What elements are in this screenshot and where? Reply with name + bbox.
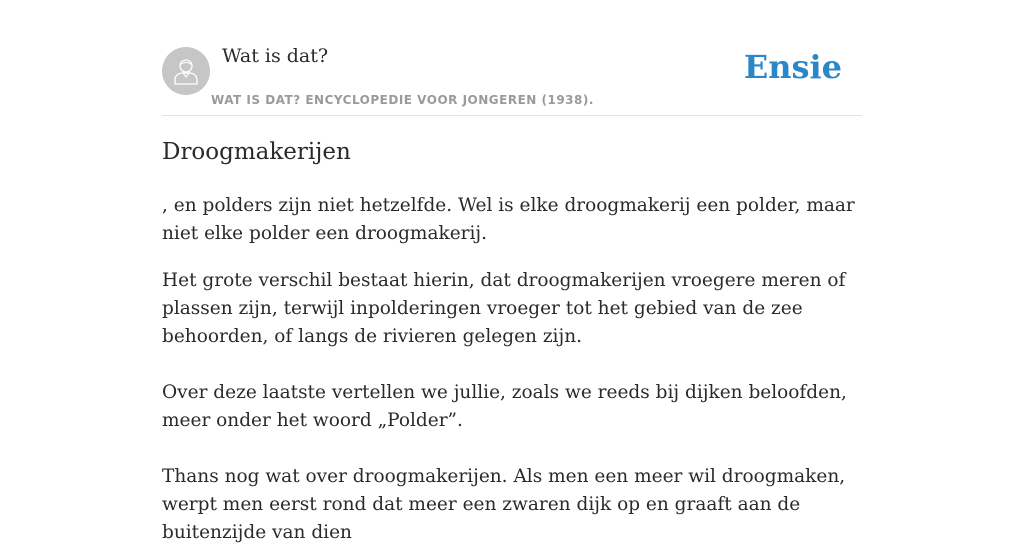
article-paragraph: Over deze laatste vertellen we jullie, zoals we reeds bij dijken beloofden, meer onder het woord „Polder”.	[162, 382, 847, 431]
article-paragraph: Het grote verschil bestaat hierin, dat droogmakerijen vroegere meren of plassen zijn, terwijl inpolderingen vroeger tot het gebied van de zee behoorden, of langs de rivieren gelegen zijn.	[162, 270, 846, 347]
header	[162, 0, 862, 116]
article-paragraph: Thans nog wat over droogmakerijen. Als men een meer wil droogmaken, werpt men eerst rond dat meer een zwaren dijk op en graaft aan de buitenzijde van dien	[162, 466, 846, 543]
header-title[interactable]: Wat is dat?	[222, 45, 329, 67]
avatar[interactable]	[162, 47, 210, 95]
article-title: Droogmakerijen	[162, 139, 351, 165]
user-icon	[171, 56, 201, 86]
content-column	[162, 0, 862, 543]
source-label[interactable]: WAT IS DAT? ENCYCLOPEDIE VOOR JONGEREN (1938).	[211, 93, 594, 107]
article-paragraph: , en polders zijn niet hetzelfde. Wel is elke droogmakerij een polder, maar niet elke polder een droogmakerij.	[162, 195, 855, 244]
brand-logo[interactable]: Ensie	[743, 48, 842, 86]
